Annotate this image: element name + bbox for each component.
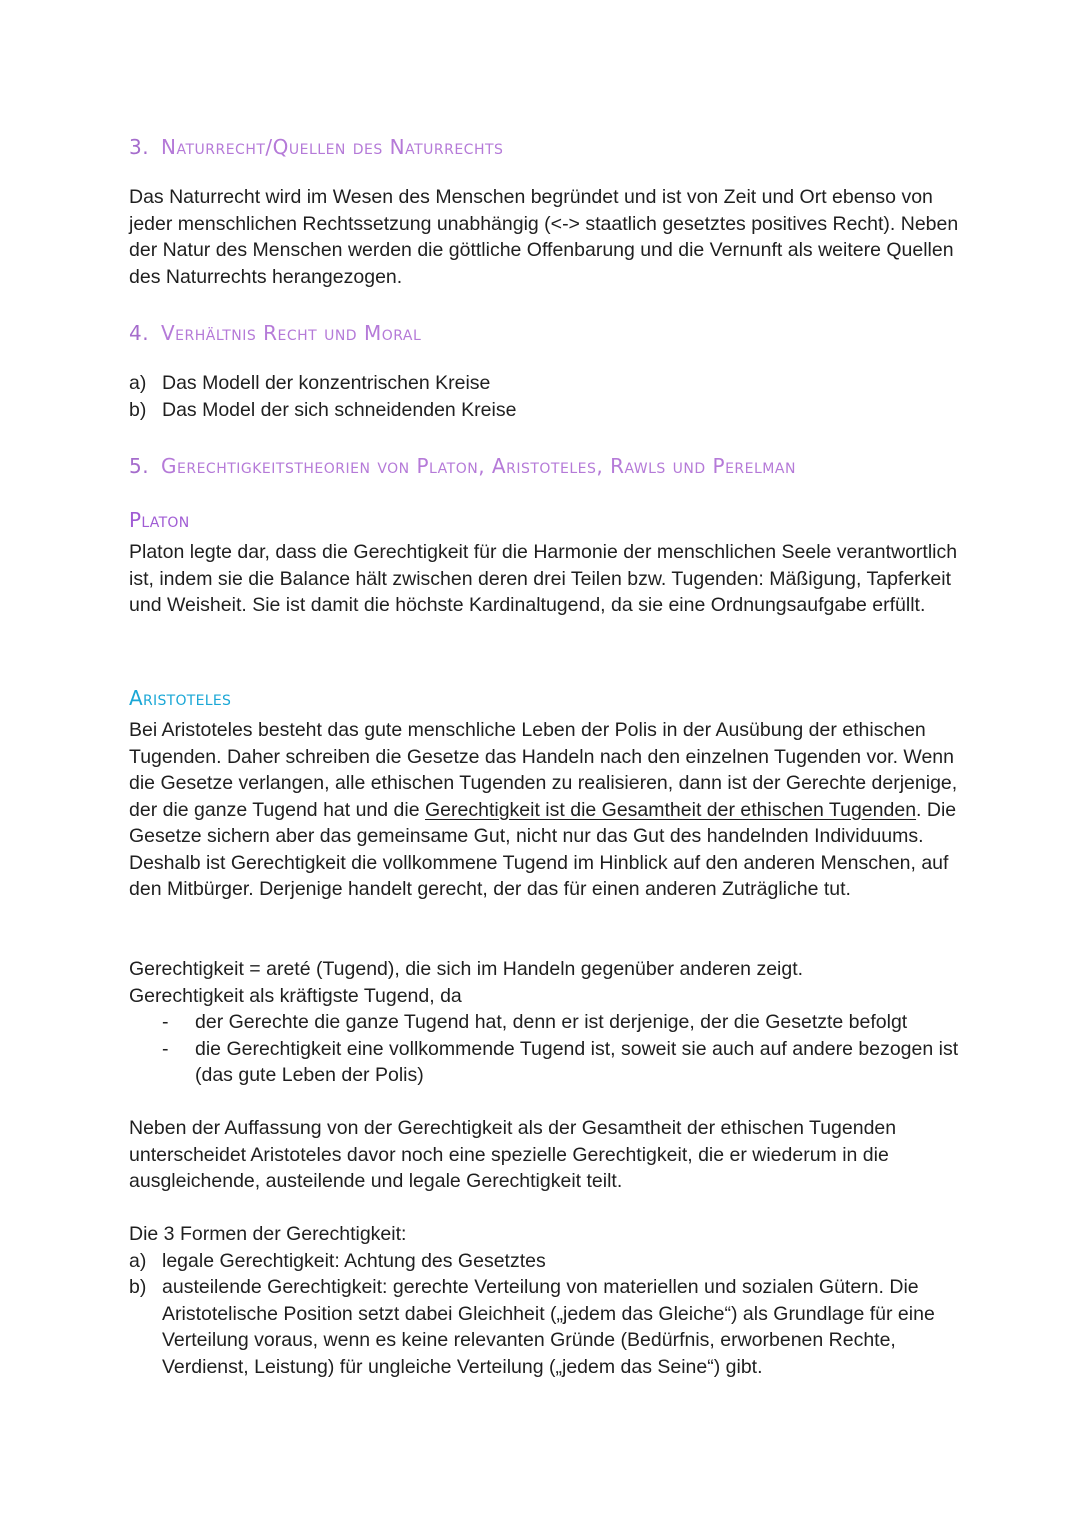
section-heading-gerechtigkeit xyxy=(129,453,796,479)
list-item xyxy=(129,397,959,424)
section-number: 4. xyxy=(129,321,150,345)
paragraph-aristoteles-3: Neben der Auffassung von der Gerechtigkeit als der Gesamtheit der ethischen Tugenden unterscheidet Aristoteles davor noch eine spezielle Gerechtigkeit, die er wiederum in die ausgleichende, austeilende und legale Gerechtigkeit teilt. xyxy=(129,1117,897,1192)
underlined-definition: Gerechtigkeit ist die Gesamtheit der ethischen Tugenden xyxy=(425,798,917,821)
forms-list xyxy=(129,1248,959,1381)
list-item xyxy=(129,1009,959,1036)
list-marker: - xyxy=(162,1037,169,1060)
section-number: 5. xyxy=(129,454,150,478)
definition-line: Gerechtigkeit = areté (Tugend), die sich im Handeln gegenüber anderen zeigt. xyxy=(129,958,804,980)
reasons-list xyxy=(129,1009,959,1089)
list-marker: - xyxy=(162,1011,169,1033)
list-item-text: legale Gerechtigkeit: Achtung des Gesetztes xyxy=(162,1249,546,1272)
list-item-text: austeilende Gerechtigkeit: gerechte Verteilung von materiellen und sozialen Gütern. Die Aristotelische Position setzt dabei Gleichheit („jedem das Gleiche“) als Grundlage für eine Verteilung voraus, wenn es keine relevanten Gründe (Bedürfnis, erworbenen Rechte, Verdienst, Leistung) für ungleiche Verteilung („jedem das Seine“) gibt. xyxy=(162,1276,935,1378)
paragraph-naturrecht: Das Naturrecht wird im Wesen des Menschen begründet und ist von Zeit und Ort ebenso von jeder menschlichen Rechtssetzung unabhängig (<-> staatlich gesetztes positives Recht). Neben der Natur des Menschen werden die göttliche Offenbarung und die Vernunft als weitere Quellen des Naturrechts herangezogen. xyxy=(129,186,959,288)
section-number: 3. xyxy=(129,135,150,159)
text-run: . Die Gesetze sichern aber das gemeinsame Gut, nicht nur das Gut des handelnden Individuums. Deshalb ist Gerechtigkeit die vollkommene Tugend im Hinblick auf den anderen Menschen, auf den Mitbürger. Derjenige handelt gerecht, der das für einen anderen Zuträgliche tut. xyxy=(129,798,957,900)
definition-line: Gerechtigkeit als kräftigste Tugend, da xyxy=(129,984,462,1007)
section-title: Gerechtigkeitstheorien von Platon, Aristoteles, Rawls und Perelman xyxy=(161,454,796,478)
text-run: Bei Aristoteles besteht das gute menschliche Leben der Polis in der Ausübung der ethischen Tugenden. Daher schreiben die Gesetze das Handeln nach den einzelnen Tugenden vor. Wenn die Gesetze verlangen, alle ethischen Tugenden zu realisieren, dann ist der Gerechte derjenige, der die ganze Tugend hat und die xyxy=(129,719,958,821)
list-item xyxy=(129,1248,959,1275)
definition-block xyxy=(129,956,959,1089)
section-title: Verhältnis Recht und Moral xyxy=(161,321,422,345)
list-item-text: die Gerechtigkeit eine vollkommende Tugend ist, soweit sie auch auf andere bezogen ist (das gute Leben der Polis) xyxy=(195,1037,959,1086)
list-marker: b) xyxy=(129,1276,147,1298)
paragraph-platon: Platon legte dar, dass die Gerechtigkeit für die Harmonie der menschlichen Seele verantwortlich ist, indem sie die Balance hält zwischen deren drei Teilen bzw. Tugenden: Mäßigung, Tapferkeit und Weisheit. Sie ist damit die höchste Kardinaltugend, da sie eine Ordnungsaufgabe erfüllt. xyxy=(129,541,958,616)
section-heading-recht-moral xyxy=(129,320,421,346)
forms-intro: Die 3 Formen der Gerechtigkeit: xyxy=(129,1223,407,1245)
subheading-platon: Platon xyxy=(129,508,190,532)
list-marker: a) xyxy=(129,372,147,394)
models-list xyxy=(129,370,959,423)
list-item-text: Das Model der sich schneidenden Kreise xyxy=(162,398,517,421)
paragraph-aristoteles-1 xyxy=(129,717,959,903)
list-item-text: der Gerechte die ganze Tugend hat, denn er ist derjenige, der die Gesetzte befolgt xyxy=(195,1011,908,1033)
list-marker: b) xyxy=(129,398,147,421)
list-item xyxy=(129,1036,959,1089)
subheading-aristoteles: Aristoteles xyxy=(129,686,232,710)
list-item xyxy=(129,1274,959,1380)
section-title: Naturrecht/Quellen des Naturrechts xyxy=(161,135,504,159)
list-item-text: Das Modell der konzentrischen Kreise xyxy=(162,372,491,394)
list-marker: a) xyxy=(129,1249,147,1272)
forms-block xyxy=(129,1221,959,1380)
section-heading-naturrecht xyxy=(129,134,503,160)
list-item xyxy=(129,370,959,397)
